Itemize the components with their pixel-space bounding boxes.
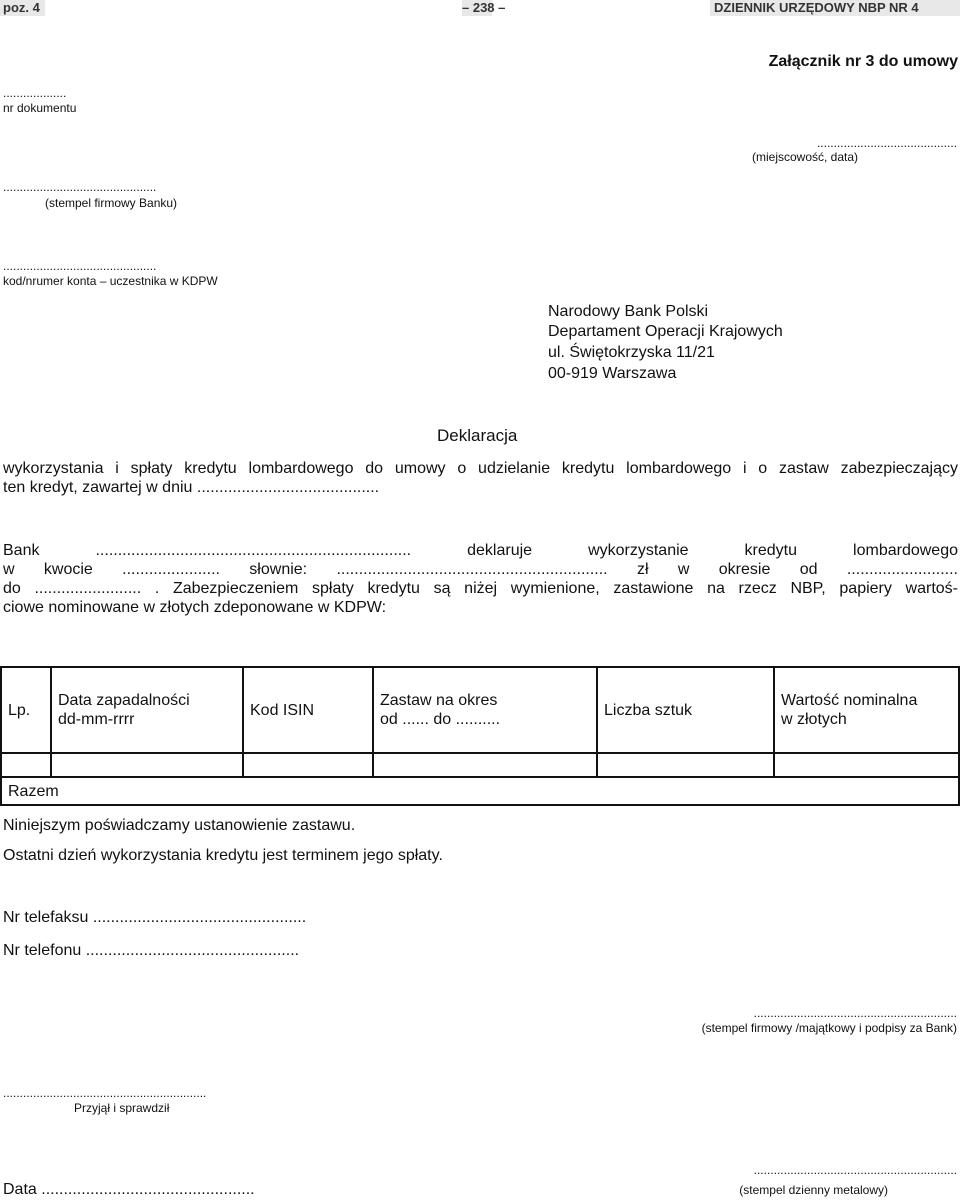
declaration-line-4: ciowe nominowane w złotych zdeponowane w KDPW: — [3, 599, 387, 616]
total-label: Razem — [1, 777, 959, 805]
table-cell[interactable] — [243, 753, 373, 777]
place-date-label: (miejscowość, data) — [752, 150, 859, 164]
address-line-1: Narodowy Bank Polski — [548, 303, 709, 320]
table-total-row — [1, 777, 959, 805]
table-cell[interactable] — [774, 753, 959, 777]
statement-repayment: Ostatni dzień wykorzystania kredytu jest terminem jego spłaty. — [3, 847, 443, 864]
header-journal-title: DZIENNIK URZĘDOWY NBP NR 4 — [714, 0, 919, 15]
address-line-2: Departament Operacji Krajowych — [548, 323, 783, 340]
header-position: poz. 4 — [3, 0, 40, 15]
address-line-4: 00-919 Warszawa — [548, 365, 677, 382]
intro-paragraph — [3, 459, 958, 497]
fax-number-field: Nr telefaksu ................................................ — [3, 909, 307, 926]
account-dots: .............................................. — [3, 259, 157, 273]
table-row — [1, 753, 959, 777]
declaration-line-2: w kwocie ...................... słownie: ............................................................. zł w okresie od ......................... — [3, 561, 958, 578]
col-header-maturity-date: Data zapadalności dd-mm-rrrr — [51, 667, 243, 753]
bank-signature-label: (stempel firmowy /majątkowy i podpisy za Bank) — [701, 1021, 957, 1035]
phone-number-field: Nr telefonu ................................................ — [3, 942, 300, 959]
date-field: Data ................................................ — [3, 1181, 255, 1198]
table-cell[interactable] — [597, 753, 774, 777]
statement-pledge: Niniejszym poświadczamy ustanowienie zastawu. — [3, 817, 356, 834]
table-header-row — [1, 667, 959, 753]
table-cell[interactable] — [373, 753, 597, 777]
daily-stamp-label: (stempel dzienny metalowy) — [739, 1183, 888, 1197]
declaration-line-3: do ........................ . Zabezpieczeniem spłaty kredytu są niżej wymienione, zastawione na rzecz NBP, papiery wartoś- — [3, 580, 958, 597]
col-header-nominal-value: Wartość nominalna w złotych — [774, 667, 959, 753]
daily-stamp-dots: ............................................................. — [753, 1163, 957, 1177]
attachment-title: Załącznik nr 3 do umowy — [768, 53, 958, 70]
bank-stamp-label: (stempel firmowy Banku) — [45, 196, 178, 210]
col-header-lp: Lp. — [1, 667, 51, 753]
declaration-line-1: Bank ....................................................................... deklaruje wykorzystanie kredytu lombardowego — [3, 542, 958, 559]
document-title: Deklaracja — [437, 426, 518, 445]
col-header-pledge-period: Zastaw na okres od ...... do .......... — [373, 667, 597, 753]
checked-by-dots: ............................................................. — [3, 1086, 207, 1100]
address-line-3: ul. Świętokrzyska 11/21 — [548, 344, 715, 361]
doc-number-label: nr dokumentu — [3, 101, 77, 115]
doc-number-dots: ................... — [3, 86, 67, 100]
table-cell[interactable] — [1, 753, 51, 777]
securities-table — [0, 666, 960, 806]
bank-stamp-dots: .............................................. — [3, 180, 157, 194]
bank-signature-dots: ............................................................. — [753, 1006, 957, 1020]
col-header-quantity: Liczba sztuk — [597, 667, 774, 753]
place-date-dots: .......................................... — [816, 136, 957, 150]
header-page-number: – 238 – — [462, 0, 506, 15]
declaration-paragraph — [3, 541, 958, 617]
intro-line-2: ten kredyt, zawartej w dniu ......................................... — [3, 479, 380, 496]
intro-line-1: wykorzystania i spłaty kredytu lombardowego do umowy o udzielanie kredytu lombardowego i o zastaw zabezpieczający — [3, 460, 958, 477]
table-cell[interactable] — [51, 753, 243, 777]
account-label: kod/nrumer konta – uczestnika w KDPW — [3, 274, 218, 288]
checked-by-label: Przyjął i sprawdził — [74, 1101, 170, 1115]
col-header-isin: Kod ISIN — [243, 667, 373, 753]
